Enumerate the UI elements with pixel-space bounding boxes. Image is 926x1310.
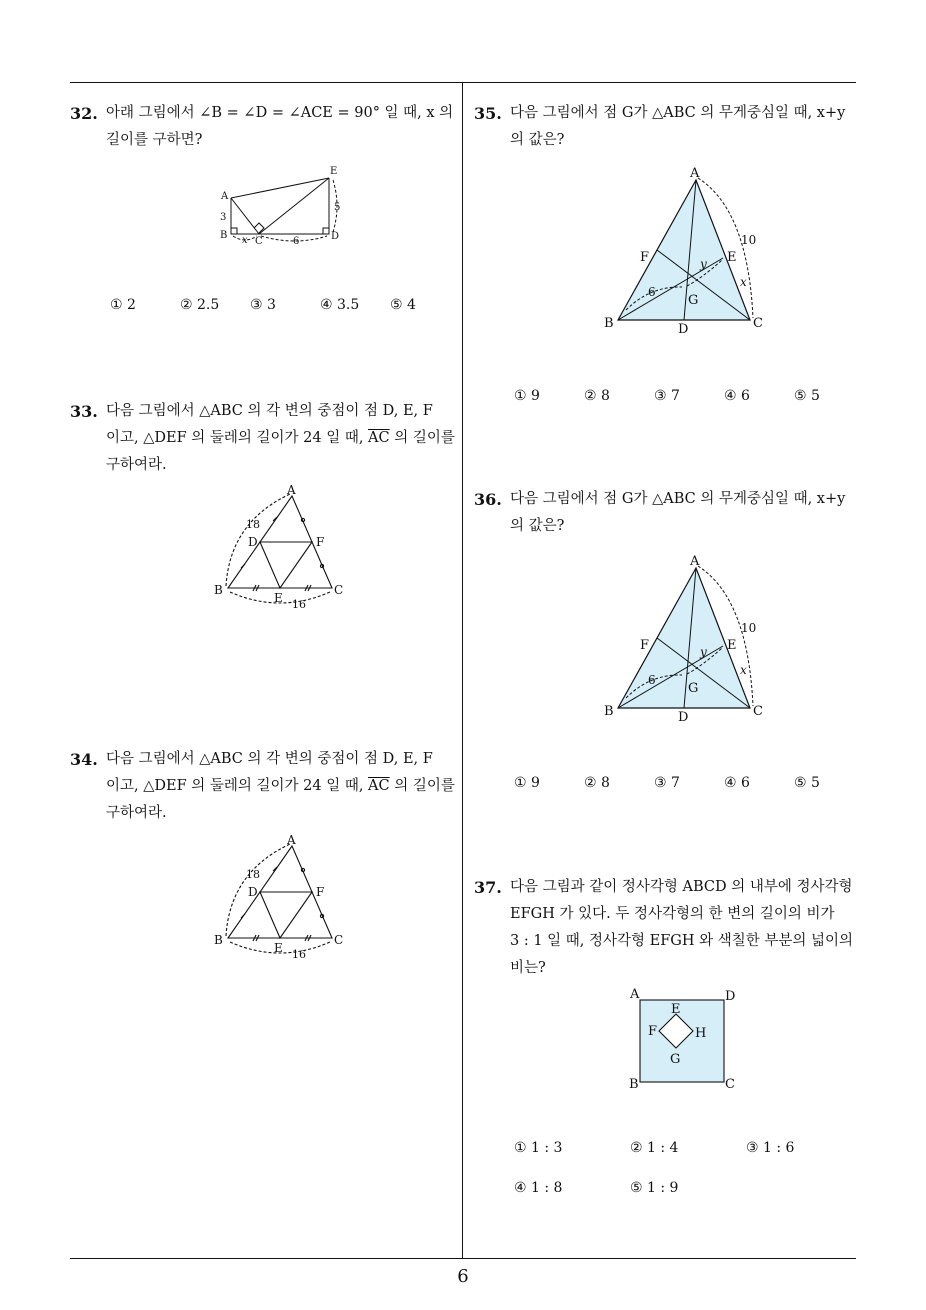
question-text-line: EFGH 가 있다. 두 정사각형의 한 변의 길이의 비가 (510, 906, 835, 922)
label-point: A (690, 166, 700, 181)
choice[interactable]: ⑤ 5 (794, 388, 820, 404)
figure-q36 (598, 548, 778, 728)
label-point: B (214, 583, 223, 597)
label-point: A (221, 191, 229, 202)
label-point: F (640, 638, 650, 653)
question-33 (70, 398, 460, 479)
question-text-line: 다음 그림에서 △ABC 의 각 변의 중점이 점 D, E, F (106, 403, 433, 419)
label-length: 10 (741, 621, 757, 635)
label-length: 5 (334, 202, 341, 213)
choice[interactable]: ① 2 (110, 297, 136, 313)
figure-q32 (215, 160, 355, 250)
bottom-rule (70, 1258, 856, 1259)
question-32 (70, 100, 460, 154)
figure-q37 (620, 982, 750, 1092)
label-point: A (690, 554, 700, 569)
label-point: B (214, 933, 223, 947)
choice[interactable]: ④ 6 (724, 388, 750, 404)
label-length: y (700, 645, 707, 659)
choice[interactable]: ③ 7 (654, 388, 680, 404)
label-point: H (695, 1026, 707, 1041)
label-point: E (274, 591, 283, 605)
label-length: 6 (648, 285, 656, 299)
question-34 (70, 746, 460, 827)
question-number: 35. (474, 104, 502, 123)
question-text-line: 다음 그림에서 점 G가 △ABC 의 무게중심일 때, x+y (510, 105, 846, 121)
figure-q33 (210, 482, 350, 612)
label-point: E (727, 638, 737, 653)
question-text-line: 구하여라. (106, 805, 167, 821)
choice[interactable]: ④ 3.5 (320, 297, 360, 313)
label-point: A (630, 987, 640, 1002)
choice[interactable]: ② 8 (584, 388, 610, 404)
label-point: G (670, 1052, 681, 1067)
label-point: E (671, 1002, 681, 1017)
question-text-line: 이고, △DEF 의 둘레의 길이가 24 일 때, $\overline{AC}$ 의 길이를 (106, 778, 455, 794)
label-point: F (316, 885, 325, 899)
choice[interactable]: ④ 6 (724, 775, 750, 791)
label-point: D (678, 710, 689, 725)
question-text-line: 다음 그림에서 점 G가 △ABC 의 무게중심일 때, x+y (510, 491, 846, 507)
question-text-line: 3 : 1 일 때, 정사각형 EFGH 와 색칠한 부분의 넓이의 (510, 933, 854, 949)
label-point: A (287, 833, 296, 847)
question-number: 32. (70, 104, 98, 123)
label-length: y (700, 257, 707, 271)
choice[interactable]: ③ 3 (250, 297, 276, 313)
question-36 (474, 486, 864, 540)
label-length: 3 (220, 212, 227, 223)
label-point: B (220, 230, 228, 241)
label-length: 18 (246, 868, 260, 881)
question-text-line: 의 값은? (510, 518, 565, 534)
choice[interactable]: ⑤ 4 (390, 297, 416, 313)
label-point: E (330, 166, 338, 177)
top-rule (70, 82, 856, 83)
question-text-line: 비는? (510, 960, 546, 976)
choice[interactable]: ① 9 (514, 388, 540, 404)
page-number: 6 (457, 1266, 469, 1287)
label-point: C (255, 236, 263, 247)
question-37 (474, 874, 864, 982)
figure-q34 (210, 832, 350, 962)
label-point: D (725, 989, 736, 1004)
choice[interactable]: ④ 1 : 8 (514, 1180, 563, 1196)
choice[interactable]: ⑤ 1 : 9 (630, 1180, 679, 1196)
label-length: x (740, 275, 747, 289)
question-35 (474, 100, 864, 154)
question-text-line: 구하여라. (106, 457, 167, 473)
label-point: D (678, 322, 689, 337)
figure-q35 (598, 160, 778, 340)
label-length: 18 (246, 518, 260, 531)
question-text-line: 다음 그림과 같이 정사각형 ABCD 의 내부에 정사각형 (510, 879, 853, 895)
choice[interactable]: ③ 7 (654, 775, 680, 791)
question-number: 36. (474, 490, 502, 509)
label-point: D (248, 535, 258, 549)
question-number: 33. (70, 402, 98, 421)
label-point: C (334, 933, 344, 947)
choice[interactable]: ⑤ 5 (794, 775, 820, 791)
label-point: C (725, 1077, 735, 1092)
segment-ac: $\overline{AC}$ (368, 430, 390, 446)
label-point: G (688, 293, 699, 308)
label-point: D (248, 885, 258, 899)
label-point: F (640, 250, 650, 265)
choice[interactable]: ③ 1 : 6 (746, 1140, 795, 1156)
label-point: B (604, 316, 614, 331)
question-text-line: 의 값은? (510, 132, 565, 148)
label-point: F (648, 1024, 658, 1039)
segment-ac: $\overline{AC}$ (368, 778, 390, 794)
question-text-line: 아래 그림에서 ∠B = ∠D = ∠ACE = 90° 일 때, x 의 (106, 105, 454, 121)
question-number: 34. (70, 750, 98, 769)
label-point: F (316, 535, 325, 549)
question-number: 37. (474, 878, 502, 897)
label-length: 10 (741, 233, 757, 247)
label-length: 6 (293, 236, 300, 247)
label-point: D (331, 231, 340, 242)
label-point: C (334, 583, 344, 597)
label-point: C (753, 704, 763, 719)
label-length: x (242, 235, 248, 246)
choice[interactable]: ① 9 (514, 775, 540, 791)
choice[interactable]: ① 1 : 3 (514, 1140, 563, 1156)
label-point: E (274, 941, 283, 955)
label-length: 16 (292, 598, 306, 611)
label-length: 16 (292, 948, 306, 961)
label-point: G (688, 681, 699, 696)
choice[interactable]: ② 1 : 4 (630, 1140, 679, 1156)
label-point: B (604, 704, 614, 719)
question-text-line: 다음 그림에서 △ABC 의 각 변의 중점이 점 D, E, F (106, 751, 433, 767)
question-text-line: 길이를 구하면? (106, 132, 203, 148)
column-divider (462, 82, 463, 1258)
choice[interactable]: ② 2.5 (180, 297, 220, 313)
choice[interactable]: ② 8 (584, 775, 610, 791)
question-text-line: 이고, △DEF 의 둘레의 길이가 24 일 때, $\overline{AC}$ 의 길이를 (106, 430, 455, 446)
label-point: B (629, 1077, 639, 1092)
label-length: x (740, 663, 747, 677)
label-length: 6 (648, 673, 656, 687)
label-point: E (727, 250, 737, 265)
label-point: C (753, 316, 763, 331)
label-point: A (287, 483, 296, 497)
